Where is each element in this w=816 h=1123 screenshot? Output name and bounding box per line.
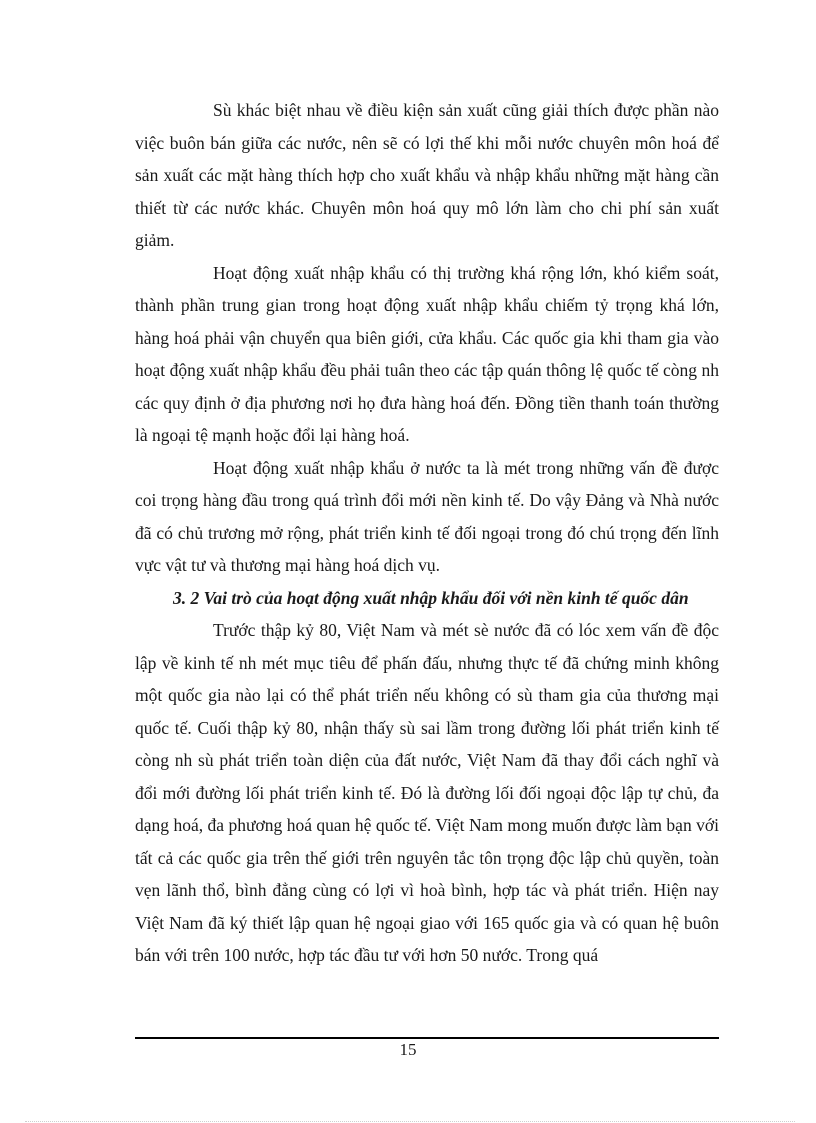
page-bottom-dotted-line	[25, 1121, 795, 1122]
paragraph-1: Sù khác biệt nhau về điều kiện sản xuất cũng giải thích được phần nào việc buôn bán giữa các nước, nên sẽ có lợi thế khi mỗi nước chuyên môn hoá để sản xuất các mặt hàng thích hợp cho xuất khẩu và nhập khẩu những mặt hàng cần thiết từ các nước khác. Chuyên môn hoá quy mô lớn làm cho chi phí sản xuất giảm.	[135, 100, 719, 250]
page-number: 15	[399, 1040, 417, 1059]
paragraph-4: Trước thập kỷ 80, Việt Nam và mét sè nước đã có lóc xem vấn đề độc lập về kinh tế nh mét mục tiêu để phấn đấu, nhưng thực tế đã chứng minh không một quốc gia nào lại có thể phát triển nếu không có sù tham gia của thương mại quốc tế. Cuối thập kỷ 80, nhận thấy sù sai lầm trong đường lối phát triển kinh tế còng nh sù phát triển toàn diện của đất nước, Việt Nam đã thay đổi cách nghĩ và đổi mới đường lối phát triển kinh tế. Đó là đường lối đối ngoại độc lập tự chủ, đa dạng hoá, đa phương hoá quan hệ quốc tế. Việt Nam mong muốn được làm bạn với tất cả các quốc gia trên thế giới trên nguyên tắc tôn trọng độc lập chủ quyền, toàn vẹn lãnh thổ, bình đẳng cùng có lợi vì hoà bình, hợp tác và phát triển. Hiện nay Việt Nam đã ký thiết lập quan hệ ngoại giao với 165 quốc gia và có quan hệ buôn bán với trên 100 nước, hợp tác đầu tư với hơn 50 nước. Trong quá	[135, 620, 719, 965]
paragraph-2: Hoạt động xuất nhập khẩu có thị trường khá rộng lớn, khó kiểm soát, thành phần trung gian trong hoạt động xuất nhập khẩu chiếm tỷ trọng khá lớn, hàng hoá phải vận chuyển qua biên giới, cửa khẩu. Các quốc gia khi tham gia vào hoạt động xuất nhập khẩu đều phải tuân theo các tập quán thông lệ quốc tế còng nh các quy định ở địa phương nơi họ đưa hàng hoá đến. Đồng tiền thanh toán thường là ngoại tệ mạnh hoặc đổi lại hàng hoá.	[135, 262, 719, 445]
body-text	[135, 94, 719, 972]
section-heading: 3. 2 Vai trò của hoạt động xuất nhập khẩu đối với nền kinh tế quốc dân	[173, 587, 689, 608]
paragraph-3: Hoạt động xuất nhập khẩu ở nước ta là mét trong những vấn đề được coi trọng hàng đầu trong quá trình đổi mới nền kinh tế. Do vậy Đảng và Nhà nước đã có chủ trương mở rộng, phát triển kinh tế đối ngoại trong đó chú trọng đến lĩnh vực vật tư và thương mại hàng hoá dịch vụ.	[135, 457, 719, 575]
footer-rule	[135, 1037, 719, 1039]
